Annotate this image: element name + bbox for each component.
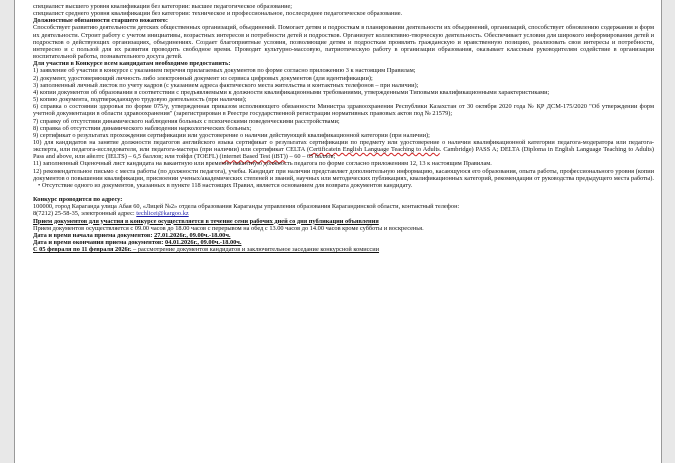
- item-10-part-b: . Cambridge) PASS A; DELTA (Diploma in English Language Teaching to Adults) Pass and above, или айелтс (IELTS) – 6,5 баллов; или тойфл (TOEFL) (: [33, 146, 654, 161]
- list-item: 9) сертификат о результатах прохождения сертификации или удостоверение о наличии действующей квалификационной категории (при наличии);: [33, 131, 430, 139]
- qualification-line-1: специалист высшего уровня квалификации без категории: высшее педагогическое образование;: [33, 3, 293, 10]
- start-value: 27.01.2026г., 09.00ч.-18.00ч.: [154, 231, 231, 239]
- note-text: Отсутствие одного из документов, указанных в пункте 118 настоящих Правил, является основанием для возврата документов кандидату.: [41, 181, 413, 189]
- contact-line: [33, 210, 654, 217]
- period-line: [33, 246, 654, 253]
- start-label: Дата и время начала приема документов:: [33, 231, 153, 239]
- duties-text: Способствует развитию деятельности детских общественных организаций, объединений. Помогает детям и подросткам в планировании деятельности их объединений, организаций, способствует обновлению содержания и форм их деятельности. Строит работу с учетом инициативы, возрастных интересов и потребности детей и подростков. Организует коллективно-творческую деятельность. Обеспечивает условия для широкого информирования детей и подростков о действующих организациях, объединениях. Создает благоприятные условия, позволяющие детям и подросткам проявлять гражданскую и нравственную позицию, реализовать свои интересы и потребности, интересно и с пользой для их развития проводить свободное время. Проводит культурно-массовую, патриотическую работу в организации образования, оказывает классным руководителям содействие в организации воспитательной работы, познавательного досуга детей.: [33, 24, 654, 61]
- email-link[interactable]: techlicei@kargoo.kz: [136, 210, 189, 218]
- document-body: [33, 3, 654, 253]
- end-date-line: [33, 239, 654, 246]
- period-text: – рассмотрение документов кандидатов и заключительное заседание конкурсной комиссии: [131, 246, 380, 254]
- qualification-line-2: специалист среднего уровня квалификации без категории: техническое и профессиональное, послесреднее педагогическое образование.: [33, 10, 403, 18]
- list-item: 3) заполненный личный листок по учету кадров (с указанием адреса фактического места жительства и контактных телефонов – при наличии);: [33, 81, 419, 89]
- documents-heading: Для участия в Конкурсе всем кандидатам необходимо предоставить:: [33, 60, 231, 68]
- item-10-part-a: 10) для кандидатов на занятие должности педагогов английского языка сертификат о результатах сертификации по предмету или удостоверение о наличии квалификационной категории педагога-модератора или педагога-эксперта, или педагога-исследователя, или педагога-мастера (при наличии) или сертификат CELTA (: [33, 138, 654, 154]
- list-item: 12) рекомендательное письмо с места работы (по должности педагога), учебы. Кандидат при наличии представляет дополнительную информацию, касающуюся его образования, опыта работы, профессионального уровня (копии документов о повышении квалификации, присвоении ученых/академических степеней и званий, научных или методических публикациях, квалификационных категорий, рекомендации от руководства предыдущего места работы).: [33, 167, 655, 182]
- document-page: [14, 0, 662, 463]
- acceptance-heading: Прием документов для участия в конкурсе осуществляется в течение семи рабочих дней со дня публикации объявления: [33, 217, 379, 225]
- address-heading: Конкурс проводится по адресу:: [33, 196, 123, 204]
- list-item: 8) справка об отсутствии динамического наблюдения наркологических больных;: [33, 124, 252, 132]
- list-item: 5) копию документа, подтверждающую трудовую деятельность (при наличии);: [33, 96, 247, 104]
- end-value: 04.01.2026г., 09.00ч.-18.00ч.: [165, 239, 242, 246]
- note-line: [33, 182, 654, 189]
- duties-heading: Должностные обязанности старшего вожатого:: [33, 17, 168, 25]
- list-item: 11) заполненный Оценочный лист кандидата на вакантную или временно вакантную должность педагога по форме согласно приложениям 12, 13 к настоящим Правилам.: [33, 160, 492, 168]
- list-item: 4) копии документов об образовании в соответствии с предъявляемыми к должности квалификационными требованиями, утвержденными Типовыми квалификационными характеристиками;: [33, 88, 550, 96]
- acceptance-hours: Прием документов осуществляется с 09.00 часов до 18.00 часов с перерывом на обед с 13.00 часов до 14.00 часов кроме субботы и воскресенья.: [33, 224, 424, 232]
- list-item: [33, 139, 654, 160]
- start-date-line: [33, 232, 654, 239]
- address-text: 100000, город Караганда улица Абая 60, «Лицей №2» отдела образования Караганды управления образования Карагандинской области, контактный телефон:: [33, 203, 460, 211]
- end-label: Дата и время окончания приема документов:: [33, 239, 164, 246]
- list-item: 6) справка о состоянии здоровья по форме 075/у, утвержденная приказом исполняющего обязанности Министра здравоохранения Республики Казахстан от 30 октября 2020 года № ҚР ДСМ-175/2020 "Об утверждении форм учетной документации в области здравоохранения" (зарегистрирован в Реестре государственной регистрации нормативных правовых актов под № 21579);: [33, 103, 654, 118]
- ibt-term: internet Based Test (iBT): [221, 153, 286, 161]
- item-10-part-c: ) – 60 – 65 баллов;: [285, 153, 336, 161]
- period-dates: С 05 февраля по 11 февраля 2026г.: [33, 246, 132, 254]
- list-item: 2) документ, удостоверяющий личность либо электронный документ из сервиса цифровых документов (для идентификации);: [33, 74, 373, 82]
- list-item: 7) справку об отсутствии динамического наблюдения больных с психическими поведенческими расстройствами;: [33, 117, 340, 125]
- bullet-icon: •: [38, 181, 41, 189]
- list-item: 1) заявление об участии в конкурсе с указанием перечня прилагаемых документов по форме согласно приложению 3 к настоящим Правилам;: [33, 67, 416, 75]
- celta-term: Certificatein English Language Teaching to Adults: [308, 146, 440, 154]
- phone-label: 8(7212) 25-58-35, электронный адрес:: [33, 210, 135, 218]
